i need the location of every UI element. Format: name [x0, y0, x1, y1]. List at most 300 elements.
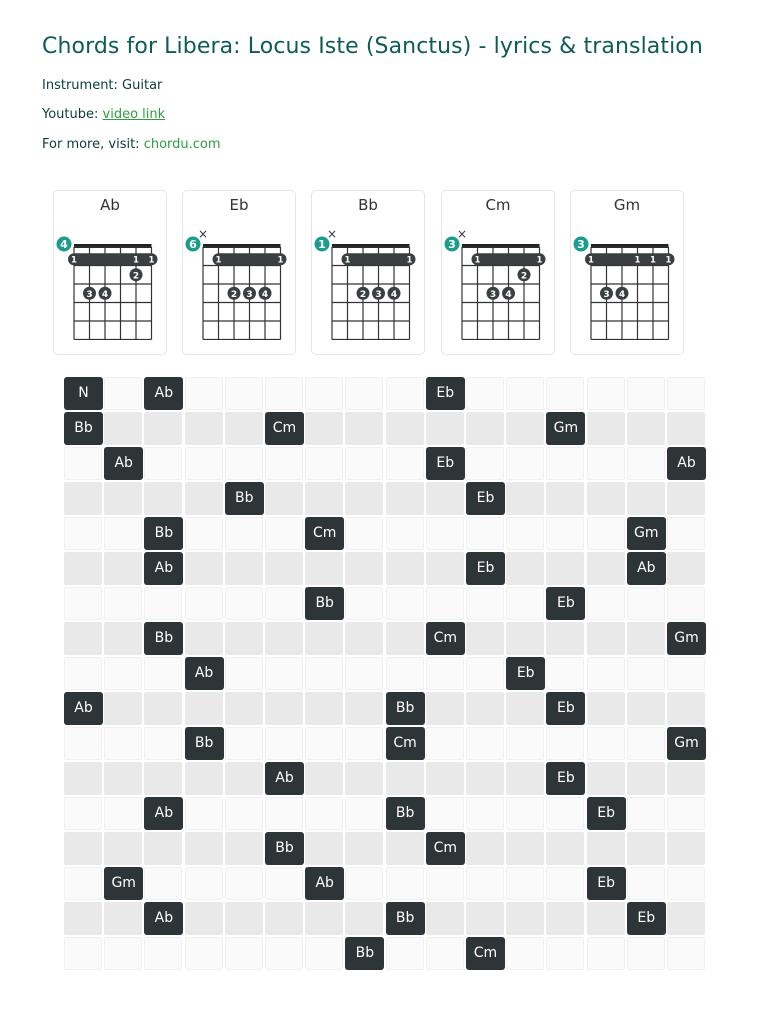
beat-cell [506, 727, 544, 760]
beat-cell [305, 762, 343, 795]
beat-cell [64, 867, 102, 900]
beat-cell [386, 937, 424, 970]
chord-chip[interactable]: Bb [265, 832, 304, 865]
beat-cell [144, 657, 182, 690]
chord-chip[interactable]: Eb [426, 447, 465, 480]
beat-cell [506, 377, 544, 410]
beat-cell [225, 517, 263, 550]
instrument-label: Instrument: [42, 78, 123, 93]
beat-cell [185, 482, 223, 515]
beat-cell [144, 482, 182, 515]
chord-chip[interactable]: Ab [104, 447, 143, 480]
beat-cell [345, 832, 383, 865]
chord-card-gm[interactable] [570, 190, 684, 355]
beat-cell [627, 377, 665, 410]
beat-cell [386, 482, 424, 515]
beat-cell [265, 692, 303, 725]
beat-cell [466, 517, 504, 550]
beat-cell [225, 657, 263, 690]
beat-cell [144, 937, 182, 970]
beat-cell [345, 657, 383, 690]
beat-cell [104, 902, 142, 935]
beat-cell [185, 517, 223, 550]
beat-cell [627, 867, 665, 900]
beat-cell [546, 657, 584, 690]
beat-cell [265, 727, 303, 760]
chord-card-ab[interactable] [53, 190, 167, 355]
beat-cell [546, 552, 584, 585]
beat-cell [386, 867, 424, 900]
beat-cell [426, 587, 464, 620]
chord-chip[interactable]: Bb [144, 517, 183, 550]
beat-cell [185, 832, 223, 865]
finger-number: 3 [86, 289, 93, 300]
beat-cell [144, 447, 182, 480]
finger-number: 4 [261, 289, 269, 300]
beat-cell [64, 797, 102, 830]
beat-cell [426, 797, 464, 830]
beat-cell [144, 587, 182, 620]
beat-cell [185, 622, 223, 655]
beat-cell [506, 622, 544, 655]
beat-cell [506, 412, 544, 445]
chord-chip[interactable]: Eb [546, 692, 585, 725]
beat-cell [144, 727, 182, 760]
barre-finger-label: 1 [634, 255, 641, 266]
chord-chip[interactable]: Eb [546, 587, 585, 620]
chord-chip[interactable]: Ab [667, 447, 706, 480]
beat-cell [426, 937, 464, 970]
beat-cell [104, 832, 142, 865]
beat-cell [104, 727, 142, 760]
beat-cell [104, 622, 142, 655]
beat-cell [305, 412, 343, 445]
beat-cell [265, 622, 303, 655]
beat-cell [265, 517, 303, 550]
beat-cell [546, 937, 584, 970]
instrument-value: Guitar [122, 78, 163, 93]
beat-cell [587, 937, 625, 970]
beat-cell [386, 412, 424, 445]
beat-cell [506, 552, 544, 585]
beat-cell [265, 867, 303, 900]
beat-cell [305, 447, 343, 480]
beat-cell [225, 902, 263, 935]
chord-chip[interactable]: Gm [627, 517, 666, 550]
beat-cell [386, 377, 424, 410]
beat-cell [587, 412, 625, 445]
beat-cell [225, 587, 263, 620]
beat-cell [225, 727, 263, 760]
beat-cell [144, 867, 182, 900]
chord-chip[interactable]: Bb [225, 482, 264, 515]
beat-cell [265, 552, 303, 585]
beat-cell [627, 412, 665, 445]
beat-cell [144, 692, 182, 725]
barre-finger-label: 1 [474, 255, 481, 266]
chord-name: Cm [485, 196, 511, 214]
fret-number: 3 [448, 238, 456, 251]
youtube-line [42, 107, 165, 122]
beat-cell [225, 797, 263, 830]
beat-cell [345, 552, 383, 585]
beat-cell [185, 447, 223, 480]
page-title: Chords for Libera: Locus Iste (Sanctus) - lyrics & translation [42, 34, 703, 59]
beat-cell [386, 657, 424, 690]
chord-chip[interactable]: Bb [386, 692, 425, 725]
beat-cell [345, 377, 383, 410]
beat-cell [64, 552, 102, 585]
beat-cell [345, 587, 383, 620]
beat-cell [305, 377, 343, 410]
beat-cell [587, 832, 625, 865]
beat-cell [386, 587, 424, 620]
chord-name: Bb [358, 196, 378, 214]
chord-diagram [54, 215, 168, 340]
chord-chip[interactable]: Cm [265, 412, 304, 445]
beat-cell [345, 692, 383, 725]
beat-cell [627, 482, 665, 515]
chord-chip[interactable]: Bb [386, 902, 425, 935]
finger-number: 2 [520, 271, 528, 282]
beat-cell [466, 412, 504, 445]
chord-chip[interactable]: Eb [426, 377, 465, 410]
beat-cell [627, 937, 665, 970]
barre-finger-label: 1 [588, 255, 594, 266]
chord-chip[interactable]: Ab [144, 797, 183, 830]
beat-cell [506, 867, 544, 900]
beat-cell [265, 657, 303, 690]
youtube-label: Youtube: [42, 107, 103, 122]
beat-cell [345, 482, 383, 515]
beat-cell [587, 902, 625, 935]
beat-cell [104, 482, 142, 515]
chord-name: Eb [229, 196, 249, 214]
beat-cell [225, 377, 263, 410]
chord-chip[interactable]: Ab [627, 552, 666, 585]
chord-chip[interactable]: Bb [345, 937, 384, 970]
beat-cell [426, 657, 464, 690]
beat-cell [305, 482, 343, 515]
chord-chip[interactable]: Ab [144, 902, 183, 935]
beat-cell [426, 552, 464, 585]
barre-finger-label: 1 [650, 255, 656, 266]
beat-cell [466, 622, 504, 655]
beat-cell [104, 587, 142, 620]
muted-string-icon: × [456, 227, 468, 241]
beat-cell [305, 832, 343, 865]
beat-cell [225, 552, 263, 585]
beat-cell [466, 762, 504, 795]
barre [472, 253, 546, 265]
beat-cell [667, 482, 705, 515]
beat-cell [466, 797, 504, 830]
beat-cell [546, 447, 584, 480]
chord-diagram [312, 215, 426, 340]
chordu-link[interactable]: chordu.com [143, 137, 221, 152]
beat-cell [225, 937, 263, 970]
chord-card-cm[interactable] [441, 190, 555, 355]
chord-chip[interactable]: Cm [466, 937, 505, 970]
beat-cell [64, 727, 102, 760]
chord-chip[interactable]: Eb [546, 762, 585, 795]
beat-cell [667, 552, 705, 585]
beat-cell [265, 482, 303, 515]
beat-cell [587, 552, 625, 585]
beat-cell [426, 692, 464, 725]
beat-cell [305, 552, 343, 585]
beat-cell [426, 412, 464, 445]
beat-cell [546, 832, 584, 865]
beat-cell [104, 937, 142, 970]
beat-cell [144, 832, 182, 865]
beat-cell [64, 657, 102, 690]
barre-finger-label: 1 [148, 255, 155, 266]
beat-cell [667, 762, 705, 795]
chord-chip[interactable]: Eb [627, 902, 666, 935]
beat-cell [185, 762, 223, 795]
barre [213, 253, 287, 265]
beat-cell [225, 447, 263, 480]
more-label: For more, visit: [42, 137, 144, 152]
barre-finger-label: 1 [665, 255, 672, 266]
chord-chip[interactable]: Cm [426, 832, 465, 865]
barre-finger-label: 1 [215, 255, 222, 266]
beat-cell [185, 377, 223, 410]
barre-finger-label: 1 [71, 255, 77, 266]
chord-chip[interactable]: Eb [587, 797, 626, 830]
beat-cell [305, 937, 343, 970]
beat-cell [265, 587, 303, 620]
beat-cell [305, 657, 343, 690]
beat-cell [506, 832, 544, 865]
beat-cell [587, 447, 625, 480]
beat-cell [667, 412, 705, 445]
beat-cell [305, 692, 343, 725]
beat-cell [466, 692, 504, 725]
finger-number: 3 [246, 289, 253, 300]
beat-cell [225, 832, 263, 865]
chord-name: Gm [613, 196, 641, 214]
beat-cell [587, 762, 625, 795]
beat-cell [667, 832, 705, 865]
beat-cell [104, 797, 142, 830]
beat-cell [466, 832, 504, 865]
beat-cell [386, 517, 424, 550]
chord-chip[interactable]: Eb [466, 552, 505, 585]
beat-cell [64, 447, 102, 480]
beat-cell [466, 657, 504, 690]
beat-cell [386, 832, 424, 865]
chord-chip[interactable]: Ab [305, 867, 344, 900]
beat-cell [587, 517, 625, 550]
beat-cell [506, 937, 544, 970]
beat-cell [185, 902, 223, 935]
beat-cell [506, 447, 544, 480]
finger-number: 4 [505, 289, 512, 300]
finger-number: 2 [132, 271, 140, 282]
beat-cell [466, 447, 504, 480]
beat-cell [587, 657, 625, 690]
beat-cell [466, 587, 504, 620]
beat-cell [265, 937, 303, 970]
chord-chip[interactable]: Eb [466, 482, 505, 515]
beat-cell [627, 587, 665, 620]
beat-cell [185, 937, 223, 970]
chord-chip[interactable]: Cm [426, 622, 465, 655]
beat-cell [426, 902, 464, 935]
beat-cell [466, 902, 504, 935]
beat-cell [386, 622, 424, 655]
chord-chip[interactable]: Eb [506, 657, 545, 690]
beat-cell [466, 377, 504, 410]
chord-chip[interactable]: Bb [185, 727, 224, 760]
beat-cell [104, 517, 142, 550]
beat-cell [64, 622, 102, 655]
chord-chip[interactable]: Ab [144, 552, 183, 585]
barre [585, 253, 675, 265]
beat-cell [64, 482, 102, 515]
fret-number: 1 [318, 238, 326, 251]
finger-number: 2 [230, 289, 238, 300]
chord-chip[interactable]: Bb [305, 587, 344, 620]
barre-finger-label: 1 [133, 255, 139, 266]
beat-cell [104, 377, 142, 410]
barre-finger-label: 1 [277, 255, 284, 266]
finger-number: 4 [390, 289, 398, 300]
beat-cell [305, 727, 343, 760]
beat-cell [386, 447, 424, 480]
chord-chip[interactable]: Eb [587, 867, 626, 900]
beat-cell [185, 797, 223, 830]
beat-cell [345, 622, 383, 655]
beat-cell [104, 692, 142, 725]
beat-cell [506, 517, 544, 550]
finger-number: 4 [101, 289, 109, 300]
beat-cell [506, 482, 544, 515]
beat-cell [627, 657, 665, 690]
video-link[interactable]: video link [102, 107, 166, 122]
chord-chip[interactable]: Bb [386, 797, 425, 830]
chord-chip[interactable]: Gm [667, 727, 706, 760]
muted-string-icon: × [197, 227, 209, 241]
beat-cell [265, 377, 303, 410]
beat-cell [627, 727, 665, 760]
chord-chip[interactable]: Gm [667, 622, 706, 655]
beat-cell [506, 902, 544, 935]
finger-number: 2 [359, 289, 367, 300]
beat-cell [64, 517, 102, 550]
beat-cell [265, 447, 303, 480]
chord-chip[interactable]: Cm [305, 517, 344, 550]
beat-cell [185, 692, 223, 725]
barre [68, 253, 158, 265]
chord-card-eb[interactable] [182, 190, 296, 355]
beat-cell [466, 867, 504, 900]
barre [342, 253, 416, 265]
beat-cell [64, 762, 102, 795]
beat-cell [104, 412, 142, 445]
chord-chip[interactable]: Gm [104, 867, 143, 900]
chord-chip[interactable]: Ab [185, 657, 224, 690]
chord-chip[interactable]: Bb [144, 622, 183, 655]
beat-cell [426, 482, 464, 515]
beat-cell [386, 552, 424, 585]
beat-cell [627, 692, 665, 725]
beat-cell [667, 587, 705, 620]
beat-cell [64, 937, 102, 970]
finger-number: 3 [375, 289, 382, 300]
beat-cell [104, 762, 142, 795]
beat-cell [225, 867, 263, 900]
beat-cell [667, 937, 705, 970]
beat-cell [426, 867, 464, 900]
chord-card-bb[interactable] [311, 190, 425, 355]
chord-chip[interactable]: Cm [386, 727, 425, 760]
beat-cell [506, 762, 544, 795]
beat-cell [144, 762, 182, 795]
beat-cell [667, 517, 705, 550]
beat-cell [506, 587, 544, 620]
fret-number: 3 [577, 238, 585, 251]
beat-cell [546, 622, 584, 655]
chord-sequence-grid [64, 377, 708, 971]
chord-chip[interactable]: Ab [64, 692, 103, 725]
beat-cell [546, 482, 584, 515]
chord-chip[interactable]: Ab [144, 377, 183, 410]
chord-chip[interactable]: N [64, 377, 103, 410]
beat-cell [587, 622, 625, 655]
beat-cell [185, 412, 223, 445]
beat-cell [225, 622, 263, 655]
muted-string-icon: × [326, 227, 338, 241]
beat-cell [225, 692, 263, 725]
chord-chip[interactable]: Gm [546, 412, 585, 445]
fret-number: 4 [60, 238, 68, 251]
beat-cell [667, 867, 705, 900]
beat-cell [667, 692, 705, 725]
beat-cell [667, 797, 705, 830]
beat-cell [426, 762, 464, 795]
beat-cell [345, 412, 383, 445]
beat-cell [587, 727, 625, 760]
chord-chip[interactable]: Ab [265, 762, 304, 795]
beat-cell [426, 727, 464, 760]
beat-cell [144, 412, 182, 445]
finger-number: 4 [618, 289, 626, 300]
beat-cell [345, 797, 383, 830]
beat-cell [345, 762, 383, 795]
beat-cell [305, 797, 343, 830]
chord-diagram [183, 215, 297, 340]
instrument-line [42, 78, 162, 93]
beat-cell [587, 587, 625, 620]
beat-cell [587, 692, 625, 725]
beat-cell [345, 517, 383, 550]
beat-cell [185, 867, 223, 900]
beat-cell [627, 832, 665, 865]
beat-cell [546, 902, 584, 935]
beat-cell [345, 867, 383, 900]
beat-cell [546, 517, 584, 550]
beat-cell [506, 797, 544, 830]
chord-chip[interactable]: Bb [64, 412, 103, 445]
beat-cell [386, 762, 424, 795]
beat-cell [506, 692, 544, 725]
beat-cell [64, 587, 102, 620]
beat-cell [587, 482, 625, 515]
more-line [42, 137, 221, 152]
